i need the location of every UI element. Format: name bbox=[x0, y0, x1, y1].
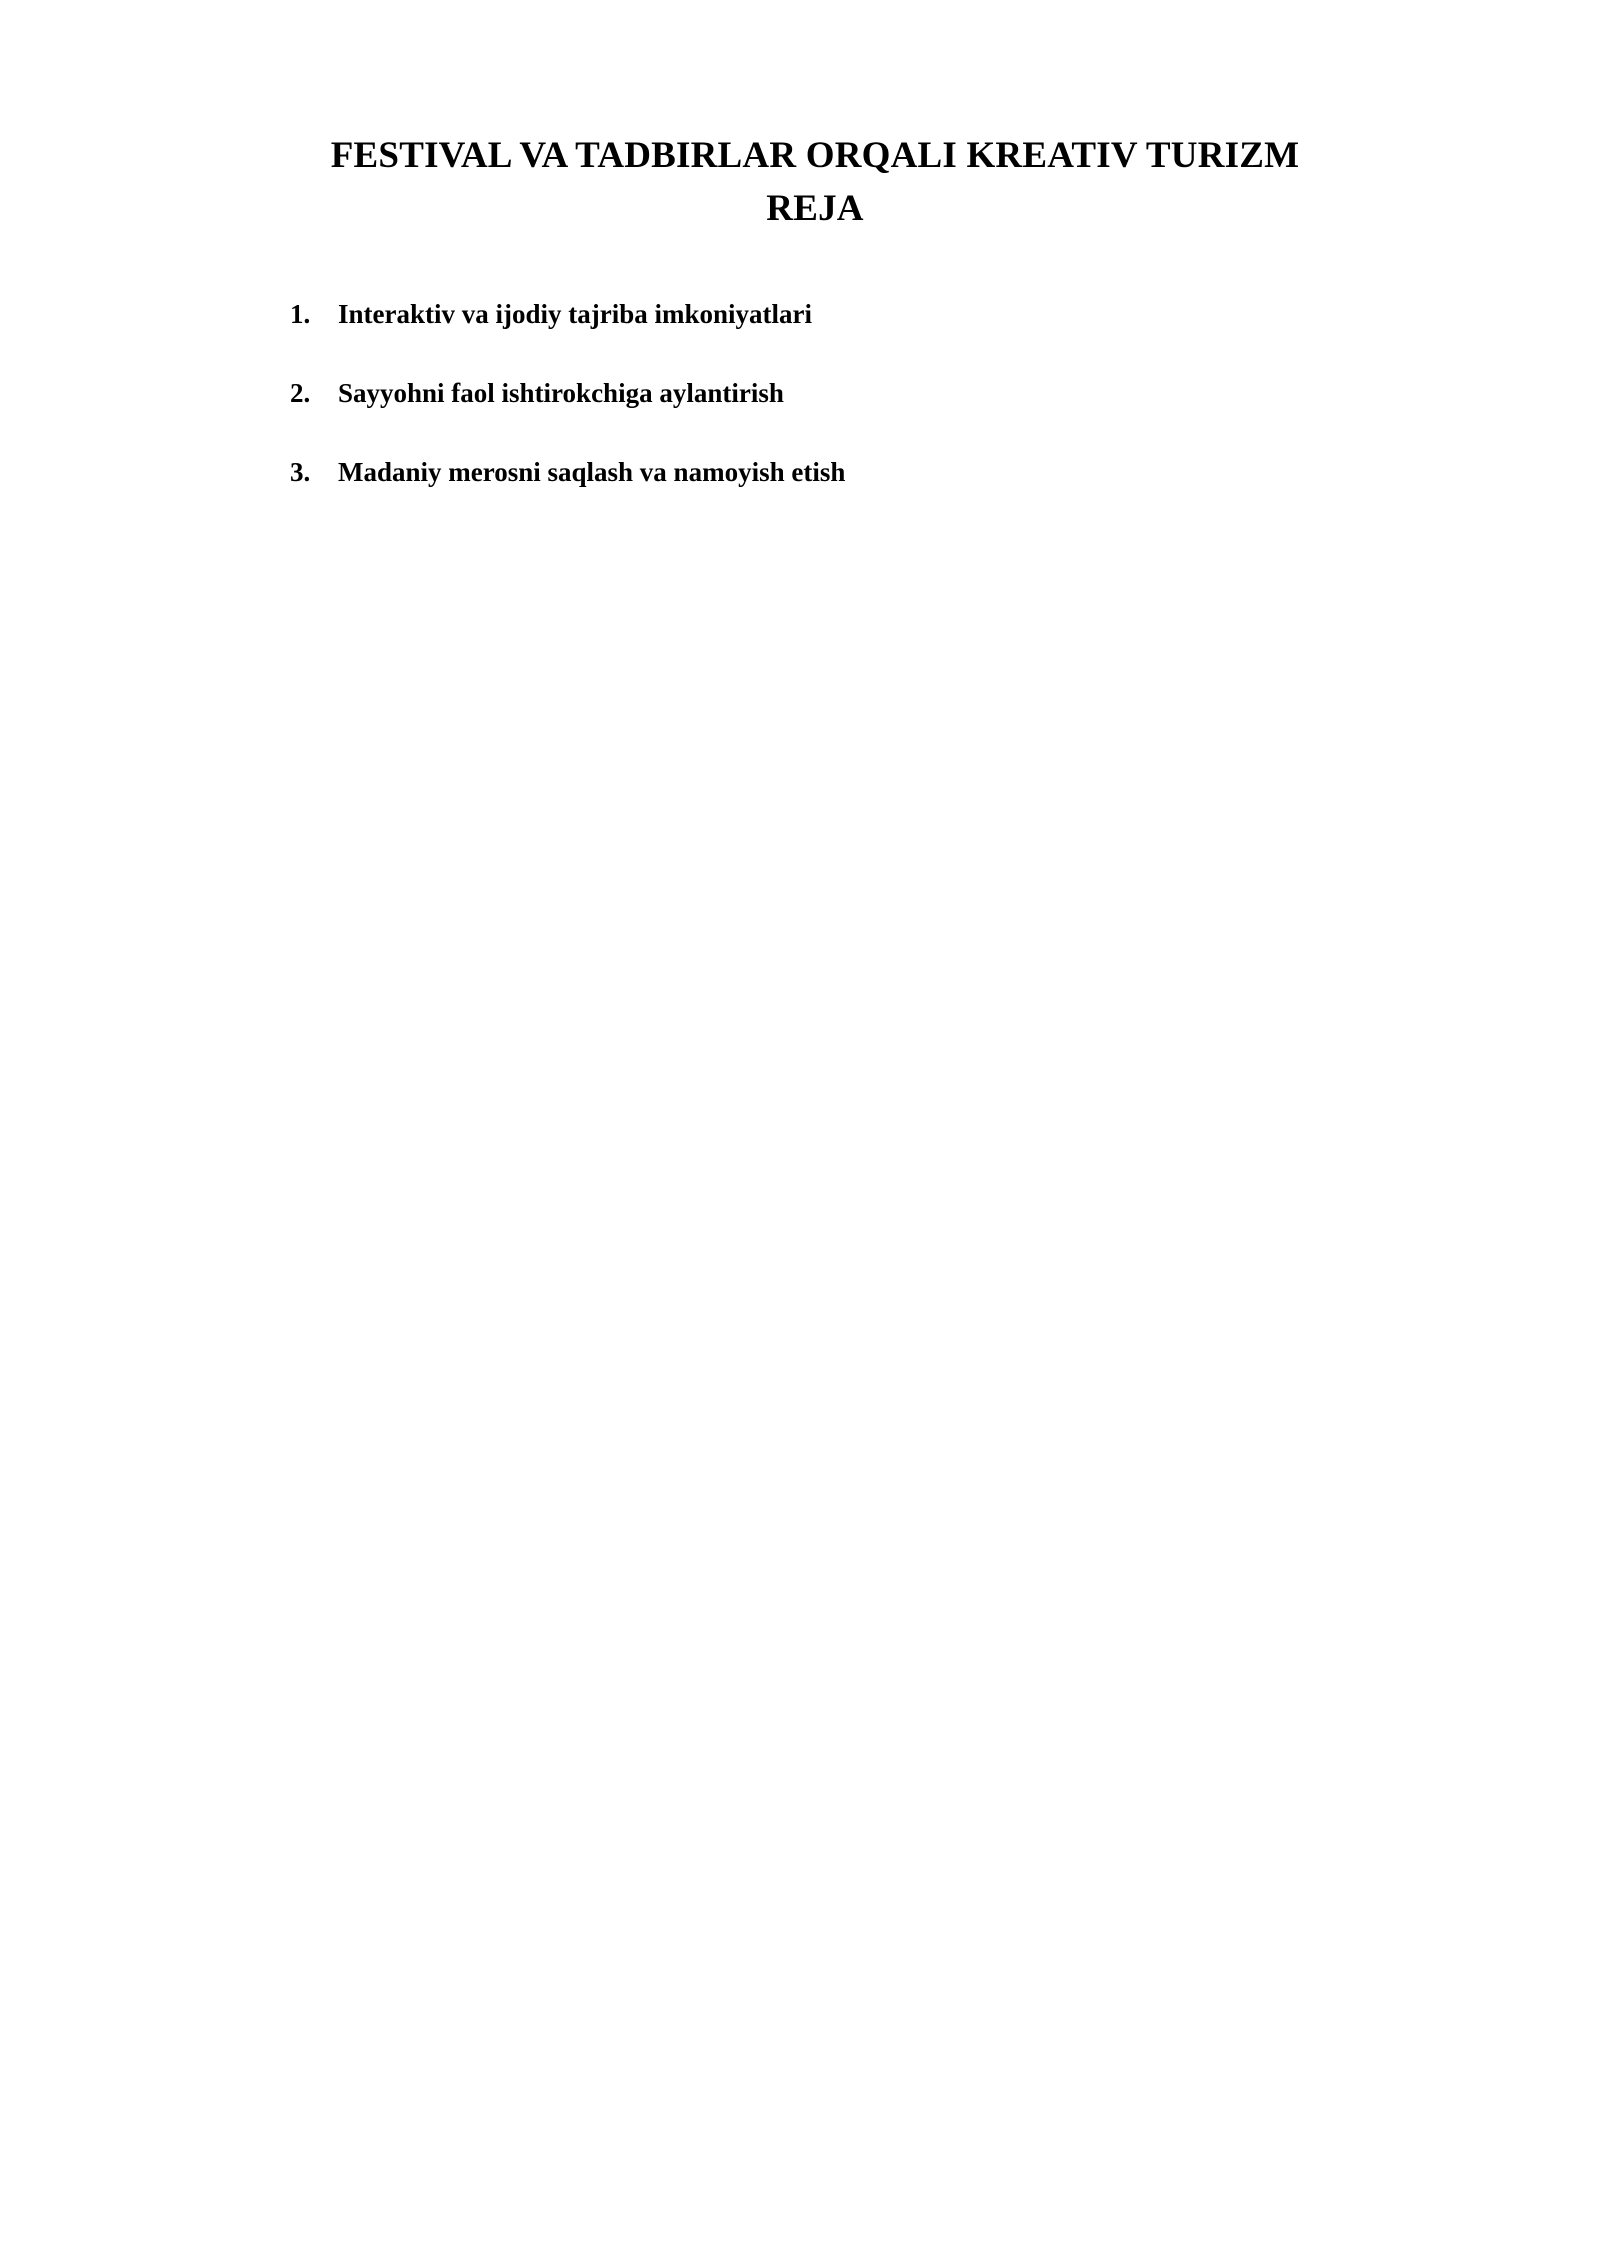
list-item bbox=[245, 297, 1385, 332]
list-item bbox=[245, 376, 1385, 411]
document-body bbox=[245, 130, 1385, 534]
list-item-number: 3. bbox=[290, 457, 311, 488]
document-subtitle: REJA bbox=[766, 187, 864, 229]
list-item-label: Sayyohni faol ishtirokchiga aylantirish bbox=[338, 378, 784, 409]
list-item bbox=[245, 455, 1385, 490]
list-item-label: Interaktiv va ijodiy tajriba imkoniyatlari bbox=[338, 299, 812, 330]
page-title: FESTIVAL VA TADBIRLAR ORQALI KREATIV TURIZM bbox=[330, 135, 1300, 176]
list-item-number: 2. bbox=[290, 378, 311, 409]
list-item-label: Madaniy merosni saqlash va namoyish etish bbox=[338, 457, 846, 488]
list-item-number: 1. bbox=[290, 299, 311, 330]
plan-list bbox=[245, 297, 1385, 490]
